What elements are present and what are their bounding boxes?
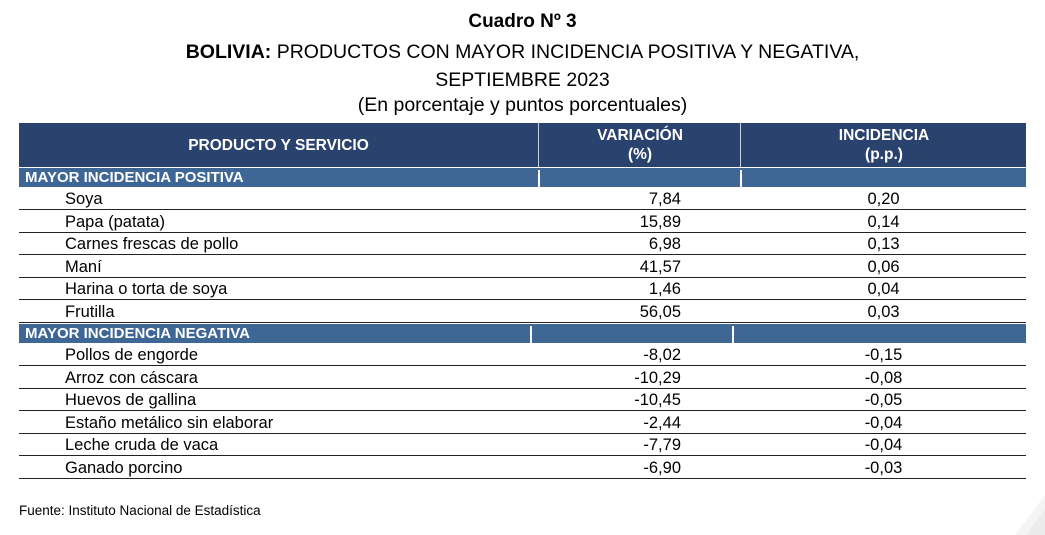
corner-decoration-icon [965, 495, 1045, 535]
incidence-cell: -0,04 [864, 413, 903, 432]
column-header-product: PRODUCTO Y SERVICIO [188, 136, 369, 154]
incidence-cell: 0,13 [867, 235, 900, 253]
table-row [19, 187, 1026, 210]
table-row [19, 277, 1026, 300]
incidence-cell: 0,04 [867, 280, 900, 298]
table-row [19, 255, 1026, 278]
variation-cell: -10,29 [634, 368, 681, 387]
variation-cell: 41,57 [639, 257, 681, 276]
column-header-incidence-unit: (p.p.) [865, 146, 903, 163]
product-cell: Carnes frescas de pollo [65, 235, 239, 253]
product-cell: Soya [65, 190, 103, 208]
section-column-divider [732, 326, 734, 343]
product-cell: Papa (patata) [65, 212, 165, 231]
variation-cell: -10,45 [634, 391, 681, 409]
table-row [19, 411, 1026, 434]
column-header-incidence-label: INCIDENCIA [838, 127, 930, 144]
section-header-label: MAYOR INCIDENCIA NEGATIVA [25, 325, 251, 342]
section-header [19, 168, 1026, 187]
incidence-cell: 0,06 [867, 257, 900, 276]
incidence-cell: 0,14 [867, 212, 900, 231]
variation-cell: -6,90 [643, 458, 681, 477]
variation-cell: 6,98 [648, 235, 681, 253]
table-row [19, 343, 1026, 366]
table-title-text: PRODUCTOS CON MAYOR INCIDENCIA POSITIVA Y NEGATIVA, [271, 41, 860, 63]
product-cell: Maní [65, 257, 102, 276]
variation-cell: 1,46 [648, 280, 681, 298]
product-cell: Frutilla [65, 302, 115, 321]
country-label: BOLIVIA: [185, 41, 272, 63]
incidence-cell: 0,03 [867, 302, 900, 321]
table-row [19, 456, 1026, 479]
incidence-cell: -0,08 [864, 368, 903, 387]
variation-cell: -7,79 [643, 436, 681, 454]
product-cell: Ganado porcino [65, 458, 183, 477]
variation-cell: 56,05 [639, 302, 681, 321]
variation-cell: -8,02 [643, 346, 681, 364]
source-note: Fuente: Instituto Nacional de Estadística [19, 503, 261, 518]
column-header-variation-label: VARIACIÓN [597, 127, 683, 144]
column-header-variation-unit: (%) [627, 146, 653, 163]
table-row [19, 232, 1026, 255]
table-period: SEPTIEMBRE 2023 [435, 69, 610, 91]
product-cell: Pollos de engorde [65, 346, 199, 364]
product-cell: Arroz con cáscara [65, 368, 198, 387]
incidence-cell: 0,20 [867, 190, 900, 208]
table-row [19, 388, 1026, 411]
section-column-divider [538, 170, 540, 187]
table-row [19, 366, 1026, 389]
product-cell: Leche cruda de vaca [65, 436, 219, 454]
section-column-divider [530, 326, 532, 343]
section-column-divider [740, 170, 742, 187]
section-header [19, 324, 1026, 343]
table-row [19, 300, 1026, 323]
table-number-title: Cuadro Nº 3 [468, 11, 577, 32]
table-units: (En porcentaje y puntos porcentuales) [357, 94, 688, 116]
variation-cell: -2,44 [643, 413, 681, 432]
table-row [19, 210, 1026, 233]
table-header [19, 123, 1026, 167]
variation-cell: 7,84 [648, 190, 681, 208]
table-row [19, 433, 1026, 456]
section-header-label: MAYOR INCIDENCIA POSITIVA [25, 169, 244, 186]
column-header-incidence [740, 123, 1027, 167]
product-cell: Harina o torta de soya [65, 280, 228, 298]
incidence-cell: -0,15 [864, 346, 903, 364]
table-title [0, 43, 1045, 63]
incidence-cell: -0,05 [864, 391, 903, 409]
column-header-variation [538, 123, 741, 167]
variation-cell: 15,89 [639, 212, 681, 231]
product-cell: Estaño metálico sin elaborar [65, 413, 274, 432]
incidence-cell: -0,03 [864, 458, 903, 477]
product-cell: Huevos de gallina [65, 391, 197, 409]
incidence-cell: -0,04 [864, 436, 903, 454]
